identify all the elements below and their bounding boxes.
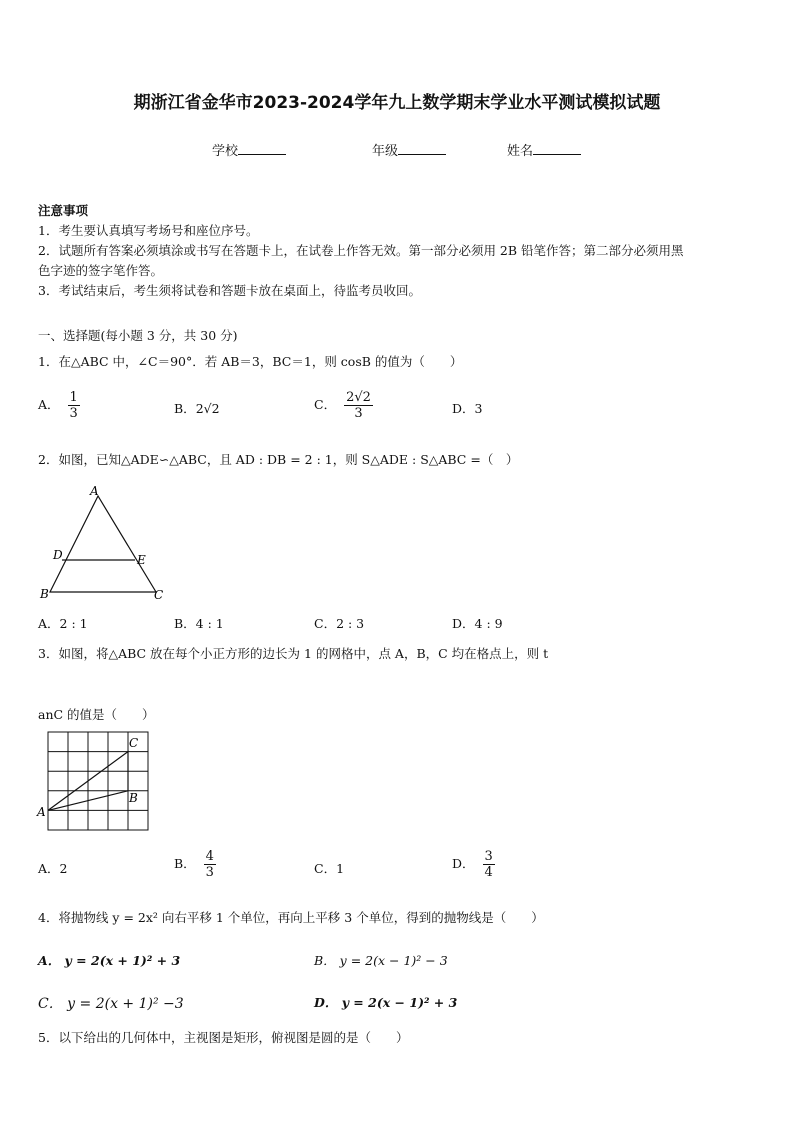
- q4-option-d: D． y = 2(x − 1)² + 3: [314, 995, 458, 1010]
- page-title: 期浙江省金华市2023-2024学年九上数学期末学业水平测试模拟试题: [133, 93, 661, 113]
- notice-item: 色字迹的签字笔作答。: [38, 263, 164, 278]
- grade-label: 年级: [372, 144, 399, 159]
- q4-option-b: B． y = 2(x − 1)² − 3: [314, 953, 448, 968]
- name-field: [507, 140, 581, 159]
- fraction: $\frac{1}{3}$: [69, 390, 78, 421]
- grade-blank: [398, 142, 446, 155]
- triangle-abc: [50, 496, 156, 592]
- notice-item: 3．考试结束后，考生须将试卷和答题卡放在桌面上，待监考员收回。: [38, 283, 421, 298]
- school-label: 学校: [212, 144, 239, 159]
- q3-option-c: C．1: [314, 861, 345, 876]
- q4-option-c: C． y = 2(x + 1)² −3: [38, 996, 184, 1012]
- q2-triangle-figure: [36, 482, 168, 604]
- section-heading: 一、选择题(每小题 3 分，共 30 分): [38, 328, 238, 343]
- q2-option-d: D．4 : 9: [452, 616, 503, 631]
- name-label: 姓名: [507, 144, 534, 159]
- fraction: $\frac{3}{4}$: [484, 849, 493, 880]
- fraction: $\frac{4}{3}$: [205, 849, 214, 880]
- school-blank: [238, 142, 286, 155]
- q1-option-c: C． $\frac{2√2}{3}$: [314, 390, 371, 421]
- label-a: A: [90, 484, 99, 498]
- q3-option-d: D． $\frac{3}{4}$: [452, 849, 493, 880]
- question-4-stem: 4．将抛物线 y = 2x² 向右平移 1 个单位，再向上平移 3 个单位，得到的抛物线是（ ）: [38, 910, 544, 925]
- grade-field: [372, 140, 446, 159]
- q1-option-b: B．2√2: [174, 401, 220, 416]
- label-d: D: [53, 548, 63, 562]
- school-field: [212, 140, 286, 159]
- notice-item: 2．试题所有答案必须填涂或书写在答题卡上，在试卷上作答无效。第一部分必须用 2B 铅笔作答；第二部分必须用黑: [38, 243, 684, 258]
- question-3-stem-line2: anC 的值是（ ）: [38, 707, 155, 722]
- question-3-stem-line1: 3．如图，将△ABC 放在每个小正方形的边长为 1 的网格中，点 A，B，C 均在格点上，则 t: [38, 646, 549, 661]
- label-c: C: [129, 736, 139, 750]
- fraction: $\frac{2√2}{3}$: [346, 390, 371, 421]
- label-e: E: [137, 553, 146, 567]
- label-c: C: [154, 588, 164, 602]
- q2-option-a: A．2 : 1: [38, 616, 88, 631]
- label-b: B: [129, 791, 138, 805]
- notice-heading: 注意事项: [38, 203, 89, 218]
- question-5-stem: 5．以下给出的几何体中，主视图是矩形，俯视图是圆的是（ ）: [38, 1030, 409, 1045]
- name-blank: [533, 142, 581, 155]
- q2-option-c: C．2 : 3: [314, 616, 365, 631]
- q3-option-b: B． $\frac{4}{3}$: [174, 849, 214, 880]
- label-a: A: [37, 805, 46, 819]
- question-1-stem: 1．在△ABC 中，∠C＝90°．若 AB＝3，BC＝1，则 cosB 的值为（ ）: [38, 354, 463, 369]
- q3-option-a: A．2: [38, 861, 68, 876]
- q4-option-a: A． y = 2(x + 1)² + 3: [38, 953, 181, 968]
- label-b: B: [40, 587, 49, 601]
- q1-option-d: D．3: [452, 401, 483, 416]
- notice-list: [38, 221, 760, 301]
- q2-option-b: B．4 : 1: [174, 616, 224, 631]
- notice-item: 1．考生要认真填写考场号和座位序号。: [38, 223, 259, 238]
- q3-grid-figure: [34, 728, 154, 834]
- question-2-stem: 2．如图，已知△ADE∽△ABC，且 AD : DB = 2 : 1，则 S△ADE : S△ABC =（ ）: [38, 452, 519, 467]
- q1-option-a: A． $\frac{1}{3}$: [38, 390, 78, 421]
